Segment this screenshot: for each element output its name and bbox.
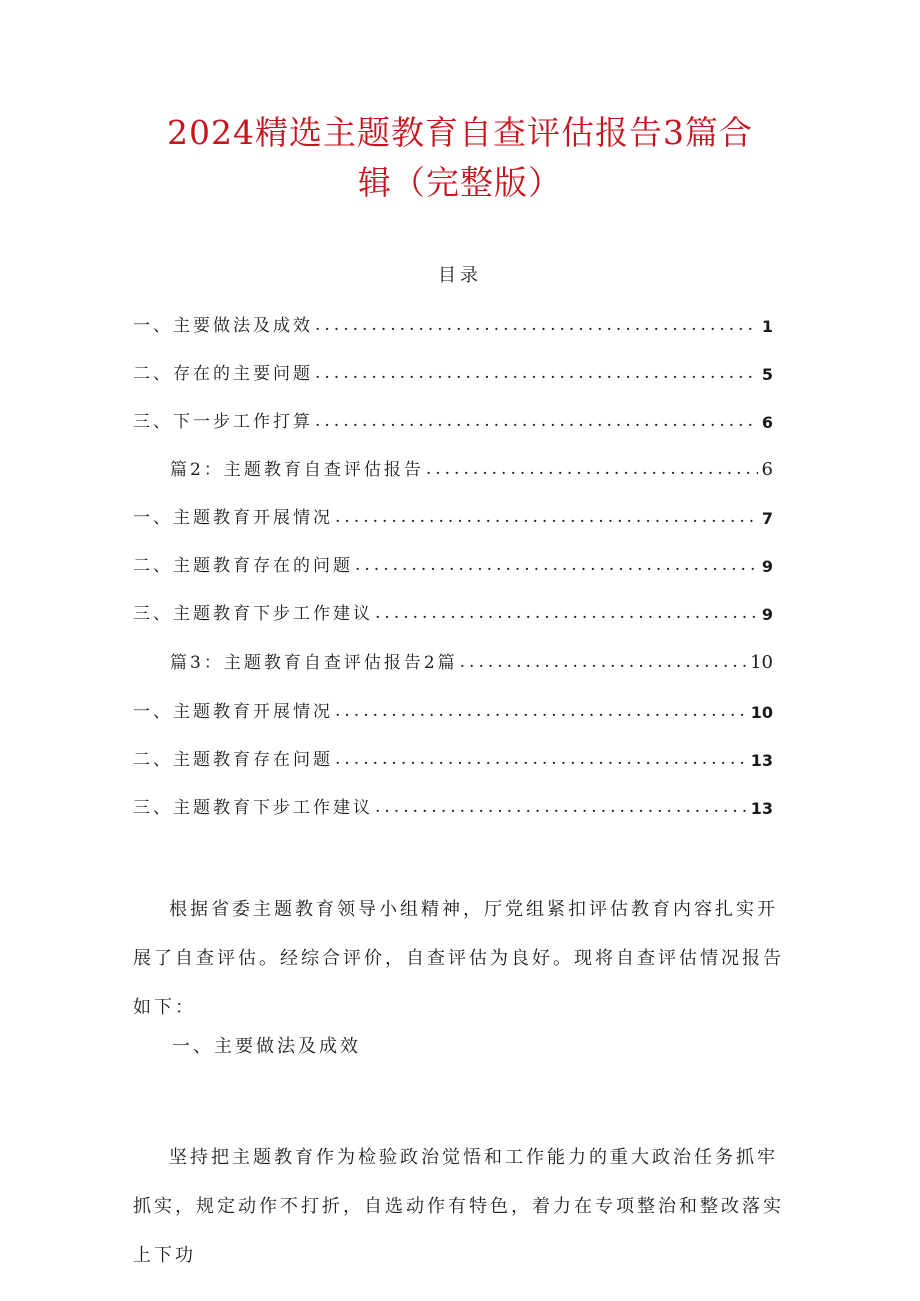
toc-entry-label: 三、主题教育下步工作建议	[133, 604, 373, 624]
document-title-line-2: 辑（完整版）	[358, 163, 562, 202]
body-paragraph: 坚持把主题教育作为检验政治觉悟和工作能力的重大政治任务抓牢抓实，规定动作不打折，自选动作有特色，着力在专项整治和整改落实上下功	[133, 1147, 784, 1266]
toc-leader-dots	[375, 799, 747, 818]
toc-entry-page: 7	[761, 509, 773, 528]
toc-leader-dots	[335, 751, 747, 770]
toc-entry-label: 三、下一步工作打算	[133, 412, 313, 432]
toc-leader-dots	[315, 413, 758, 432]
toc-entry-page: 5	[761, 365, 773, 384]
toc-entry-page: 10	[750, 652, 773, 673]
toc-leader-dots	[375, 605, 758, 624]
toc-entry-page: 6	[761, 413, 773, 432]
toc-entry-label: 一、主题教育开展情况	[133, 702, 333, 722]
toc-entry-page: 6	[761, 459, 773, 480]
toc-leader-dots	[355, 557, 758, 576]
toc-entry-label: 三、主题教育下步工作建议	[133, 798, 373, 818]
toc-entry[interactable]	[133, 744, 773, 770]
toc-entry-page: 10	[750, 703, 773, 722]
toc-entry-page: 9	[761, 557, 773, 576]
toc-entry[interactable]	[133, 358, 773, 384]
toc-entry-page: 13	[750, 751, 773, 770]
toc-entry[interactable]	[133, 792, 773, 818]
toc-entry-page: 1	[761, 317, 773, 336]
section-heading: 一、主要做法及成效	[172, 1036, 361, 1057]
toc-entry[interactable]	[170, 454, 773, 480]
toc-entry-label: 二、主题教育存在的问题	[133, 556, 353, 576]
toc-entry[interactable]	[133, 310, 773, 336]
toc-entry[interactable]	[170, 647, 773, 673]
toc-entry-label: 一、主题教育开展情况	[133, 508, 333, 528]
toc-entry-page: 9	[761, 605, 773, 624]
toc-entry-page: 13	[750, 799, 773, 818]
toc-leader-dots	[460, 654, 746, 673]
toc-entry-label: 篇2：主题教育自查评估报告	[170, 460, 424, 480]
toc-entry[interactable]	[133, 598, 773, 624]
toc-entry-label: 二、主题教育存在问题	[133, 750, 333, 770]
toc-leader-dots	[335, 509, 758, 528]
toc-leader-dots	[315, 365, 758, 384]
toc-entry-label: 篇3：主题教育自查评估报告2篇	[170, 653, 458, 673]
toc-entry[interactable]	[133, 550, 773, 576]
toc-entry-label: 一、主要做法及成效	[133, 316, 313, 336]
toc-entry[interactable]	[133, 406, 773, 432]
document-title-line-1: 2024精选主题教育自查评估报告3篇合	[167, 113, 753, 152]
intro-paragraph: 根据省委主题教育领导小组精神，厅党组紧扣评估教育内容扎实开展了自查评估。经综合评价，自查评估为良好。现将自查评估情况报告如下：	[133, 899, 784, 1018]
toc-entry-label: 二、存在的主要问题	[133, 364, 313, 384]
toc-leader-dots	[315, 317, 758, 336]
toc-leader-dots	[335, 703, 747, 722]
toc-leader-dots	[426, 461, 758, 480]
toc-entry[interactable]	[133, 696, 773, 722]
toc-heading: 目录	[438, 265, 482, 286]
toc-entry[interactable]	[133, 502, 773, 528]
